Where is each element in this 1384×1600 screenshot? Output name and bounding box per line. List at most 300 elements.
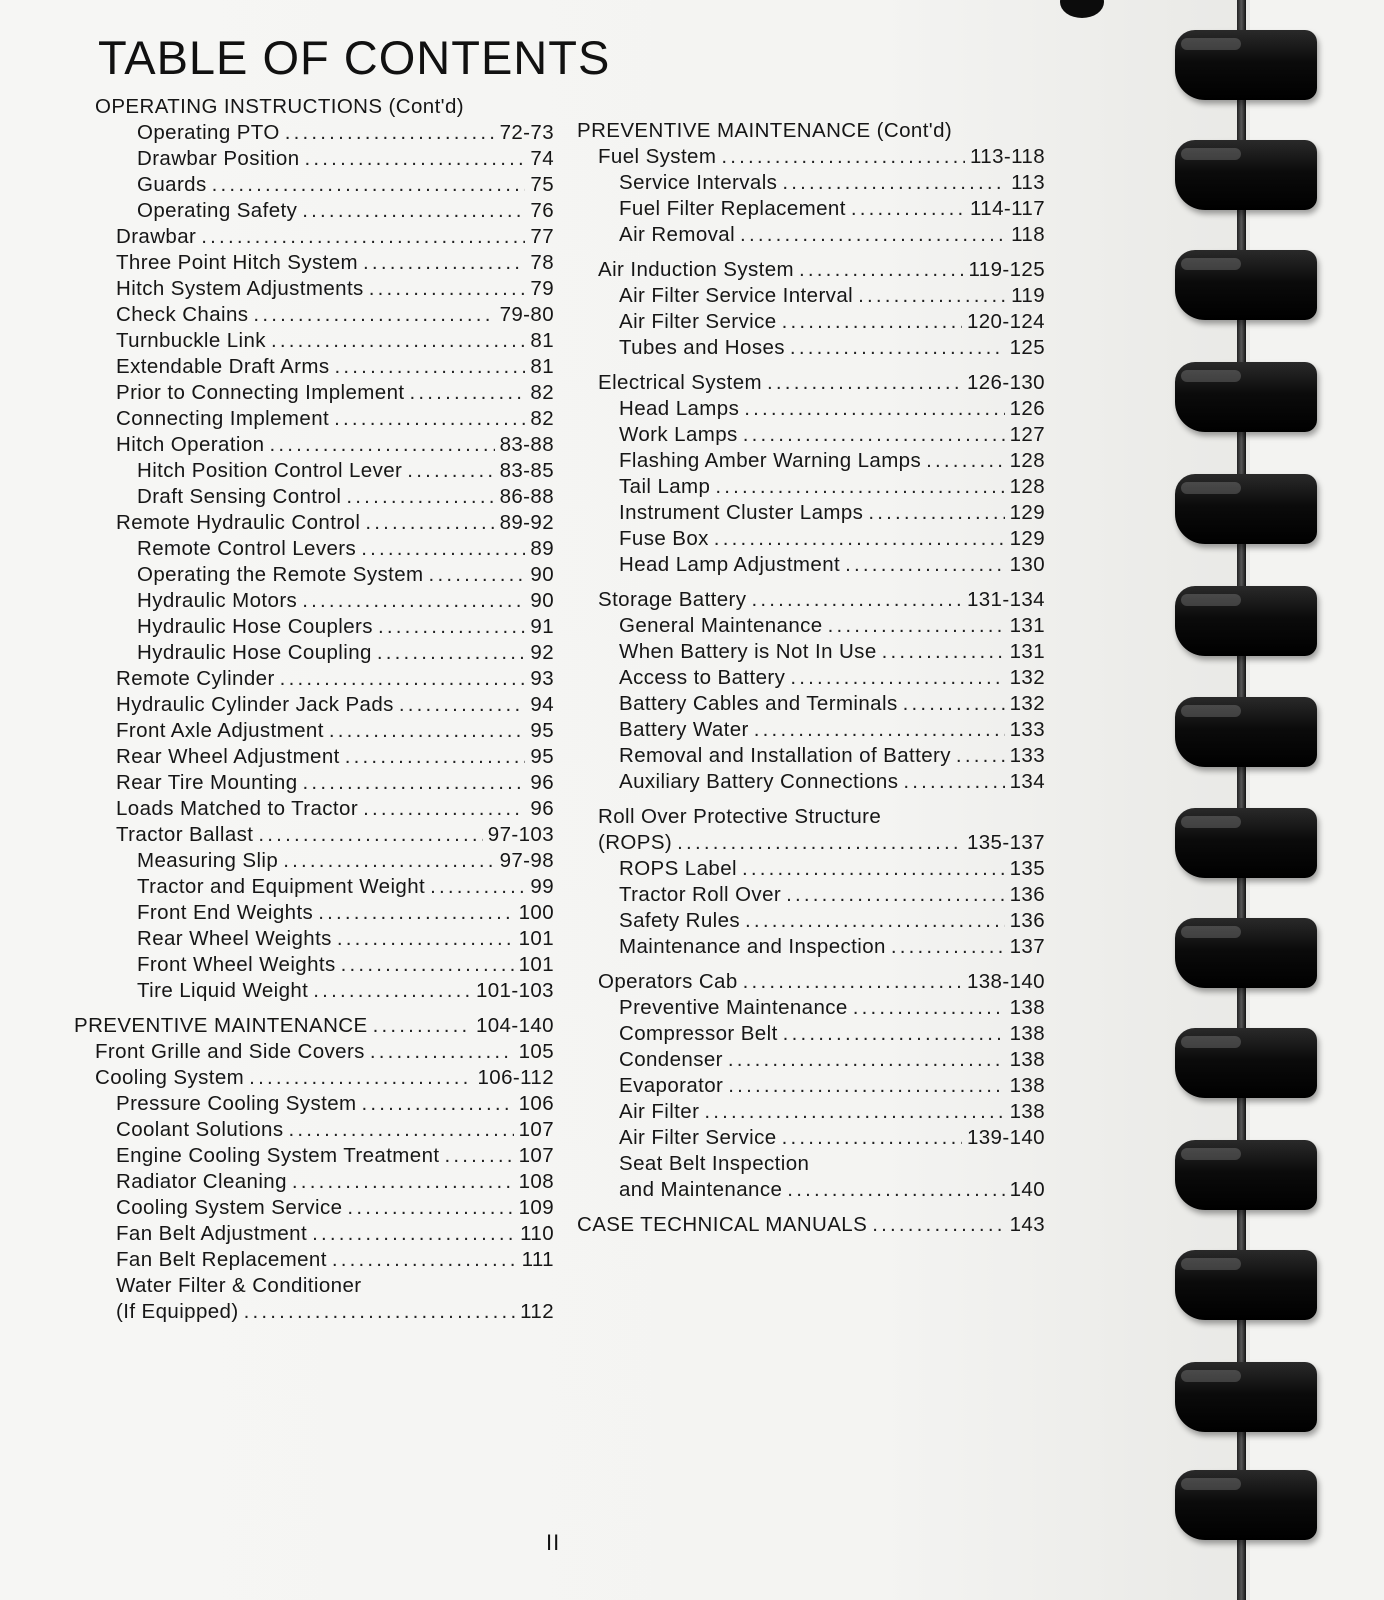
toc-entry-page: 106-112 — [477, 1066, 554, 1089]
dot-leader — [742, 856, 1005, 882]
toc-entry-page: 79-80 — [499, 303, 554, 326]
toc-entry-text: Water Filter & Conditioner — [116, 1274, 362, 1297]
toc-entry — [577, 309, 1045, 335]
toc-entry — [577, 370, 1045, 396]
toc-entry-label: Turnbuckle Link — [116, 329, 266, 352]
toc-entry — [74, 432, 554, 458]
binding-coil — [1175, 808, 1317, 878]
toc-entry-page: 112 — [520, 1300, 554, 1323]
toc-entry-label: Access to Battery — [619, 666, 786, 689]
dot-leader — [378, 614, 525, 640]
toc-entry-page: 136 — [1009, 883, 1045, 906]
binding-coil — [1175, 250, 1317, 320]
dot-leader — [361, 536, 525, 562]
dot-leader — [365, 510, 494, 536]
toc-entry-label: CASE TECHNICAL MANUALS — [577, 1213, 868, 1236]
toc-entry-label: Fan Belt Adjustment — [116, 1222, 308, 1245]
dot-leader — [337, 926, 514, 952]
toc-entry-label: Hydraulic Motors — [137, 589, 298, 612]
toc-entry — [577, 1212, 1045, 1238]
toc-entry-label: Battery Water — [619, 718, 749, 741]
toc-entry — [577, 422, 1045, 448]
dot-leader — [430, 874, 525, 900]
toc-entry-page: 135 — [1009, 857, 1045, 880]
dot-leader — [714, 526, 1005, 552]
toc-entry-label: Measuring Slip — [137, 849, 279, 872]
binding-coil — [1175, 697, 1317, 767]
toc-entry-page: 120-124 — [966, 310, 1045, 333]
dot-leader — [744, 396, 1004, 422]
toc-entry — [577, 717, 1045, 743]
toc-entry — [577, 995, 1045, 1021]
toc-entry — [74, 276, 554, 302]
toc-entry-page: 91 — [530, 615, 554, 638]
dot-leader — [704, 1099, 1004, 1125]
toc-entry — [577, 196, 1045, 222]
toc-entry-page: 90 — [530, 563, 554, 586]
toc-entry-label: Hydraulic Hose Couplers — [137, 615, 373, 638]
page-title: TABLE OF CONTENTS — [98, 31, 611, 84]
toc-entry — [74, 354, 554, 380]
toc-entry-page: 131 — [1009, 640, 1045, 663]
toc-entry-page: 95 — [530, 745, 554, 768]
dot-leader — [740, 222, 1006, 248]
dot-leader — [853, 995, 1005, 1021]
toc-entry-page: 139-140 — [966, 1126, 1045, 1149]
toc-entry-label: Battery Cables and Terminals — [619, 692, 898, 715]
binding-coil — [1175, 1028, 1317, 1098]
toc-entry-page: 78 — [530, 251, 554, 274]
dot-leader — [677, 830, 962, 856]
dot-leader — [407, 458, 494, 484]
dot-leader — [782, 309, 962, 335]
toc-entry-page: 138-140 — [966, 970, 1045, 993]
dot-leader — [335, 354, 526, 380]
toc-entry-label: Tractor Ballast — [116, 823, 254, 846]
dot-leader — [341, 952, 514, 978]
dot-leader — [370, 1039, 514, 1065]
toc-entry-page: 132 — [1009, 666, 1045, 689]
dot-leader — [363, 796, 525, 822]
toc-entry-page: 89-92 — [499, 511, 554, 534]
toc-entry-page: 128 — [1009, 475, 1045, 498]
toc-entry-page: 133 — [1009, 718, 1045, 741]
toc-entry — [74, 250, 554, 276]
toc-entry-page: 95 — [530, 719, 554, 742]
toc-entry — [74, 484, 554, 510]
toc-entry-label: Three Point Hitch System — [116, 251, 359, 274]
toc-entry-page: 83-85 — [499, 459, 554, 482]
dot-leader — [345, 744, 526, 770]
toc-entry-page: 83-88 — [499, 433, 554, 456]
dot-leader — [787, 1177, 1004, 1203]
toc-entry-label: Work Lamps — [619, 423, 738, 446]
toc-left-column — [74, 94, 554, 1325]
toc-entry-label: Evaporator — [619, 1074, 724, 1097]
toc-entry-page: 81 — [530, 329, 554, 352]
toc-entry-page: 143 — [1009, 1213, 1045, 1236]
toc-entry-page: 97-103 — [487, 823, 554, 846]
toc-entry-page: 82 — [530, 381, 554, 404]
toc-entry-page: 131-134 — [966, 588, 1045, 611]
toc-entry-page: 129 — [1009, 501, 1045, 524]
toc-entry-page: 111 — [521, 1248, 554, 1271]
toc-entry-page: 125 — [1009, 336, 1045, 359]
toc-entry — [74, 380, 554, 406]
toc-entry — [74, 458, 554, 484]
toc-entry-page: 81 — [530, 355, 554, 378]
toc-entry — [74, 900, 554, 926]
toc-entry-label: Fan Belt Replacement — [116, 1248, 327, 1271]
toc-entry-label: Rear Wheel Weights — [137, 927, 332, 950]
toc-entry — [74, 978, 554, 1004]
toc-entry — [74, 406, 554, 432]
toc-section-heading: OPERATING INSTRUCTIONS (Cont'd) — [95, 95, 465, 118]
toc-entry-label: Tire Liquid Weight — [137, 979, 309, 1002]
toc-entry-label: Cooling System — [95, 1066, 245, 1089]
dot-leader — [956, 743, 1005, 769]
toc-entry-page: 92 — [530, 641, 554, 664]
toc-entry-page: 110 — [520, 1222, 554, 1245]
toc-entry — [74, 302, 554, 328]
toc-entry-page: 82 — [530, 407, 554, 430]
toc-entry — [577, 934, 1045, 960]
toc-entry-label: Drawbar — [116, 225, 197, 248]
toc-entry — [577, 257, 1045, 283]
toc-entry-label: Removal and Installation of Battery — [619, 744, 951, 767]
toc-entry — [74, 614, 554, 640]
toc-entry-page: 96 — [530, 797, 554, 820]
toc-entry-label: Front End Weights — [137, 901, 314, 924]
toc-entry-label: Auxiliary Battery Connections — [619, 770, 899, 793]
toc-entry-page: 77 — [530, 225, 554, 248]
toc-entry-page: 113 — [1011, 171, 1045, 194]
dot-leader — [369, 276, 526, 302]
toc-entry-label: Loads Matched to Tractor — [116, 797, 359, 820]
toc-entry-page: 136 — [1009, 909, 1045, 932]
toc-entry-label: Preventive Maintenance — [619, 996, 848, 1019]
dot-leader — [858, 283, 1006, 309]
dot-leader — [799, 257, 963, 283]
toc-entry-page: 128 — [1009, 449, 1045, 472]
toc-entry — [74, 1091, 554, 1117]
toc-entry-page: 100 — [518, 901, 554, 924]
dot-leader — [786, 882, 1005, 908]
toc-entry-page: 75 — [530, 173, 554, 196]
toc-entry-page: 107 — [518, 1144, 554, 1167]
toc-entry — [577, 170, 1045, 196]
toc-entry-label: Flashing Amber Warning Lamps — [619, 449, 922, 472]
toc-entry — [74, 874, 554, 900]
toc-entry — [577, 769, 1045, 795]
dot-leader — [302, 198, 525, 224]
toc-entry — [577, 526, 1045, 552]
toc-entry — [577, 665, 1045, 691]
binding-wire — [1237, 0, 1246, 1600]
dot-leader — [271, 328, 525, 354]
toc-entry-label: Hitch Operation — [116, 433, 265, 456]
toc-entry-label: Compressor Belt — [619, 1022, 778, 1045]
dot-leader — [346, 484, 494, 510]
toc-entry-label: Tractor and Equipment Weight — [137, 875, 426, 898]
toc-entry-label: Operating Safety — [137, 199, 298, 222]
toc-entry — [74, 536, 554, 562]
dot-leader — [334, 406, 525, 432]
toc-entry-page: 105 — [518, 1040, 554, 1063]
toc-entry — [74, 328, 554, 354]
dot-leader — [926, 448, 1004, 474]
toc-entry-page: 129 — [1009, 527, 1045, 550]
toc-entry-label: Drawbar Position — [137, 147, 300, 170]
dot-leader — [305, 146, 526, 172]
dot-leader — [302, 588, 525, 614]
toc-entry — [74, 1039, 554, 1065]
dot-leader — [283, 848, 494, 874]
toc-entry-label: Air Filter — [619, 1100, 700, 1123]
toc-entry-page: 137 — [1009, 935, 1045, 958]
dot-leader — [891, 934, 1005, 960]
binding-coil — [1175, 474, 1317, 544]
toc-entry-page: 109 — [518, 1196, 554, 1219]
dot-leader — [743, 422, 1005, 448]
toc-entry-page: 138 — [1009, 996, 1045, 1019]
toc-entry-page: 127 — [1009, 423, 1045, 446]
toc-entry-page: 104-140 — [475, 1014, 554, 1037]
bleed-through-text — [640, 40, 650, 82]
toc-entry-label: Air Filter Service — [619, 310, 777, 333]
spiral-binding — [1175, 0, 1384, 1600]
toc-entry — [577, 552, 1045, 578]
dot-leader — [751, 587, 962, 613]
dot-leader — [409, 380, 525, 406]
toc-entry — [577, 283, 1045, 309]
toc-entry-label: General Maintenance — [619, 614, 823, 637]
toc-entry — [74, 588, 554, 614]
dot-leader — [373, 1013, 471, 1039]
toc-entry — [577, 1021, 1045, 1047]
toc-entry-label: and Maintenance — [619, 1178, 783, 1201]
binding-coil — [1175, 1470, 1317, 1540]
toc-entry-label: Storage Battery — [598, 588, 747, 611]
toc-entry — [74, 952, 554, 978]
toc-entry-label: Draft Sensing Control — [137, 485, 342, 508]
toc-entry-page: 135-137 — [966, 831, 1045, 854]
toc-entry — [74, 224, 554, 250]
toc-entry-page: 131 — [1009, 614, 1045, 637]
toc-entry — [74, 744, 554, 770]
toc-entry-label: Check Chains — [116, 303, 249, 326]
toc-entry — [74, 1117, 554, 1143]
dot-leader — [444, 1143, 513, 1169]
toc-entry-label: Hitch System Adjustments — [116, 277, 364, 300]
dot-leader — [347, 1195, 513, 1221]
toc-entry-page: 101 — [518, 953, 554, 976]
toc-entry — [74, 796, 554, 822]
toc-entry — [577, 1125, 1045, 1151]
toc-entry — [577, 222, 1045, 248]
toc-entry-page: 89 — [530, 537, 554, 560]
dot-leader — [721, 144, 965, 170]
dot-leader — [244, 1299, 516, 1325]
toc-entry-page: 72-73 — [499, 121, 554, 144]
toc-entry-label: Coolant Solutions — [116, 1118, 284, 1141]
dot-leader — [318, 900, 513, 926]
toc-entry — [577, 882, 1045, 908]
toc-entry-page: 101 — [518, 927, 554, 950]
toc-entry — [74, 926, 554, 952]
toc-entry-label: Hitch Position Control Lever — [137, 459, 403, 482]
toc-entry — [577, 474, 1045, 500]
toc-entry — [74, 692, 554, 718]
dot-leader — [745, 908, 1005, 934]
toc-entry-label: Air Filter Service — [619, 1126, 777, 1149]
toc-entry-label: Rear Wheel Adjustment — [116, 745, 340, 768]
binding-coil — [1175, 586, 1317, 656]
toc-entry-label: (If Equipped) — [116, 1300, 239, 1323]
toc-entry-label: Remote Cylinder — [116, 667, 275, 690]
toc-entry-label: Head Lamp Adjustment — [619, 553, 841, 576]
toc-entry — [577, 1047, 1045, 1073]
toc-entry-page: 93 — [530, 667, 554, 690]
toc-entry-label: Front Wheel Weights — [137, 953, 336, 976]
toc-entry-page: 119 — [1011, 284, 1045, 307]
dot-leader — [253, 302, 494, 328]
toc-entry-page: 138 — [1009, 1022, 1045, 1045]
toc-entry-label: Maintenance and Inspection — [619, 935, 886, 958]
toc-entry-label: Cooling System Service — [116, 1196, 343, 1219]
toc-entry-label: Fuel Filter Replacement — [619, 197, 846, 220]
toc-entry-label: Hydraulic Hose Coupling — [137, 641, 372, 664]
dot-leader — [313, 978, 471, 1004]
toc-entry-page: 134 — [1009, 770, 1045, 793]
toc-entry-page: 99 — [530, 875, 554, 898]
dot-leader — [399, 692, 526, 718]
dot-leader — [329, 718, 526, 744]
toc-entry-page: 108 — [518, 1170, 554, 1193]
toc-entry — [74, 1169, 554, 1195]
toc-entry — [74, 1299, 554, 1325]
toc-entry-label: Electrical System — [598, 371, 763, 394]
toc-entry — [74, 510, 554, 536]
toc-entry-page: 126-130 — [966, 371, 1045, 394]
binding-coil — [1175, 1250, 1317, 1320]
dot-leader — [868, 500, 1004, 526]
toc-entry-page: 119-125 — [968, 258, 1045, 281]
dot-leader — [782, 1125, 962, 1151]
toc-entry — [577, 500, 1045, 526]
toc-entry — [577, 396, 1045, 422]
toc-entry-label: Pressure Cooling System — [116, 1092, 357, 1115]
dot-leader — [872, 1212, 1004, 1238]
toc-entry-label: Front Axle Adjustment — [116, 719, 324, 742]
dot-leader — [377, 640, 526, 666]
toc-entry — [74, 822, 554, 848]
toc-entry — [577, 639, 1045, 665]
toc-entry-label: Prior to Connecting Implement — [116, 381, 405, 404]
dot-leader — [303, 770, 526, 796]
toc-entry-label: Extendable Draft Arms — [116, 355, 330, 378]
toc-entry-label: Operating the Remote System — [137, 563, 424, 586]
toc-entry-page: 86-88 — [499, 485, 554, 508]
toc-entry-label: Fuel System — [598, 145, 717, 168]
toc-entry-page: 133 — [1009, 744, 1045, 767]
toc-entry-page: 97-98 — [499, 849, 554, 872]
binding-coil — [1175, 1140, 1317, 1210]
toc-entry-page: 76 — [530, 199, 554, 222]
toc-entry-label: Safety Rules — [619, 909, 741, 932]
dot-leader — [790, 335, 1005, 361]
toc-entry — [74, 1065, 554, 1091]
toc-entry — [577, 1177, 1045, 1203]
toc-entry-page: 94 — [530, 693, 554, 716]
toc-entry — [74, 1143, 554, 1169]
toc-entry — [74, 146, 554, 172]
dot-leader — [201, 224, 525, 250]
toc-entry-label: Connecting Implement — [116, 407, 330, 430]
dot-leader — [903, 769, 1004, 795]
dot-leader — [754, 717, 1005, 743]
toc-entry-label: Operators Cab — [598, 970, 738, 993]
toc-entry — [577, 908, 1045, 934]
dot-leader — [289, 1117, 514, 1143]
toc-entry-page: 130 — [1009, 553, 1045, 576]
toc-entry-label: PREVENTIVE MAINTENANCE — [74, 1014, 368, 1037]
toc-entry — [74, 172, 554, 198]
dot-leader — [903, 691, 1005, 717]
binding-coil — [1175, 30, 1317, 100]
toc-entry-label: Condenser — [619, 1048, 723, 1071]
toc-entry-label: Fuse Box — [619, 527, 709, 550]
toc-entry — [577, 587, 1045, 613]
dot-leader — [783, 1021, 1005, 1047]
toc-entry-page: 79 — [530, 277, 554, 300]
toc-entry-page: 107 — [518, 1118, 554, 1141]
toc-entry — [74, 1247, 554, 1273]
toc-entry-page: 138 — [1009, 1048, 1045, 1071]
dot-leader — [743, 969, 962, 995]
toc-entry-label: When Battery is Not In Use — [619, 640, 877, 663]
dot-leader — [767, 370, 962, 396]
toc-entry — [577, 613, 1045, 639]
toc-entry — [577, 448, 1045, 474]
toc-entry-page: 138 — [1009, 1074, 1045, 1097]
toc-entry — [577, 1073, 1045, 1099]
toc-entry-label: Instrument Cluster Lamps — [619, 501, 864, 524]
toc-entry — [74, 1013, 554, 1039]
dot-leader — [249, 1065, 472, 1091]
toc-entry-page: 96 — [530, 771, 554, 794]
toc-entry — [577, 335, 1045, 361]
dot-leader — [715, 474, 1004, 500]
toc-entry-label: Front Grille and Side Covers — [95, 1040, 365, 1063]
toc-entry-page: 114-117 — [970, 197, 1045, 220]
dot-leader — [285, 120, 495, 146]
dot-leader — [790, 665, 1004, 691]
dot-leader — [828, 613, 1005, 639]
dot-leader — [258, 822, 482, 848]
toc-entry-page: 132 — [1009, 692, 1045, 715]
toc-entry-label: Tail Lamp — [619, 475, 711, 498]
dot-leader — [363, 250, 525, 276]
toc-entry-label: Air Induction System — [598, 258, 794, 281]
toc-entry — [577, 144, 1045, 170]
toc-entry-label: Tubes and Hoses — [619, 336, 785, 359]
toc-entry — [577, 969, 1045, 995]
toc-entry — [577, 856, 1045, 882]
toc-entry — [74, 640, 554, 666]
toc-entry-label: Tractor Roll Over — [619, 883, 782, 906]
dot-leader — [312, 1221, 515, 1247]
